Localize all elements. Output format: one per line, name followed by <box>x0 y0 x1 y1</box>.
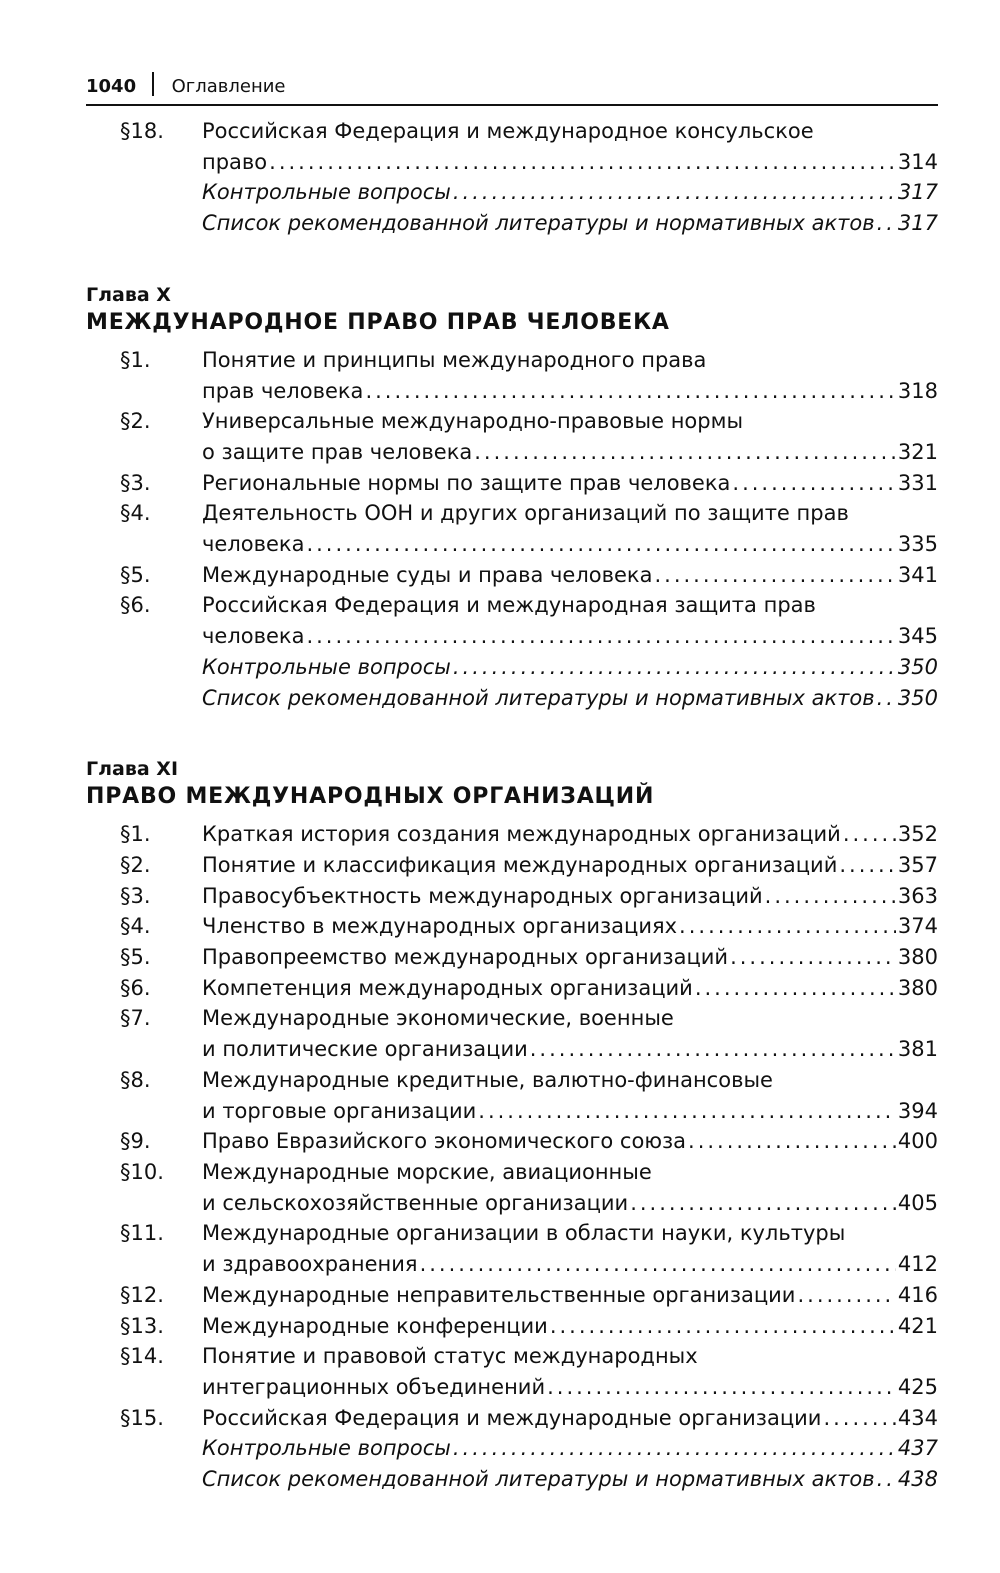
entry-title-line: Международные организации в области науки, культуры <box>202 1221 846 1246</box>
section-number: §11. <box>120 1221 164 1246</box>
dot-leader <box>843 819 896 850</box>
section-number: §3. <box>120 470 151 495</box>
chapter-title: МЕЖДУНАРОДНОЕ ПРАВО ПРАВ ЧЕЛОВЕКА <box>86 309 670 335</box>
section-number: §5. <box>120 562 151 587</box>
dot-leader <box>269 147 896 178</box>
section-number: §1. <box>120 822 151 847</box>
entry-body <box>202 1311 938 1342</box>
toc-entry[interactable] <box>86 406 938 467</box>
entry-body <box>202 1341 938 1402</box>
chapter-section <box>86 757 938 1494</box>
entry-body <box>202 345 938 406</box>
dot-leader <box>839 850 896 881</box>
entry-leader-line <box>202 1249 938 1280</box>
entry-title: человека <box>202 624 305 649</box>
entry-body <box>202 208 938 239</box>
entry-title: Международные конференции <box>202 1313 548 1338</box>
section-number: §9. <box>120 1129 151 1154</box>
entry-title: Краткая история создания международных организаций <box>202 822 841 847</box>
section-number <box>86 1433 202 1464</box>
entry-title: Международные неправительственные организации <box>202 1282 796 1307</box>
toc-entry[interactable] <box>86 942 938 973</box>
toc-entry[interactable] <box>86 498 938 559</box>
chapter-label: Глава X <box>86 283 171 306</box>
toc-entry-aux[interactable] <box>86 683 938 714</box>
entry-body <box>202 1218 938 1279</box>
dot-leader <box>453 1433 896 1464</box>
entry-title: Правосубъектность международных организаций <box>202 883 763 908</box>
entry-leader-line <box>202 1464 938 1495</box>
dot-leader <box>877 208 896 239</box>
page-ref: 412 <box>897 1252 938 1277</box>
entry-title: и политические организации <box>202 1037 528 1062</box>
section-number: §13. <box>120 1313 164 1338</box>
entry-leader-line <box>202 437 938 468</box>
toc-entry[interactable] <box>86 850 938 881</box>
page-ref: 352 <box>897 822 938 847</box>
entry-body <box>202 1157 938 1218</box>
running-header <box>86 68 938 106</box>
entry-body <box>202 1280 938 1311</box>
dot-leader <box>679 911 896 942</box>
dot-leader <box>420 1249 896 1280</box>
entry-body <box>202 881 938 912</box>
entry-body <box>202 1065 938 1126</box>
entry-title: и сельскохозяйственные организации <box>202 1190 629 1215</box>
page-ref: 350 <box>897 685 938 710</box>
section-number <box>86 1464 202 1495</box>
toc-entry[interactable] <box>86 590 938 651</box>
page-ref: 374 <box>897 914 938 939</box>
toc-entry[interactable] <box>86 1311 938 1342</box>
entry-title-line: Понятие и принципы международного права <box>202 347 707 372</box>
entry-leader-line <box>202 560 938 591</box>
toc-entry-aux[interactable] <box>86 652 938 683</box>
entry-leader-line <box>202 376 938 407</box>
entry-body <box>202 590 938 651</box>
dot-leader <box>654 560 895 591</box>
page-ref: 434 <box>897 1405 938 1430</box>
entry-title: человека <box>202 532 305 557</box>
entry-title-line: Российская Федерация и международная защита прав <box>202 593 816 618</box>
section-number: §4. <box>120 914 151 939</box>
section-number: §1. <box>120 347 151 372</box>
page-ref: 425 <box>897 1374 938 1399</box>
section-number: §15. <box>120 1405 164 1430</box>
entry-leader-line <box>202 1372 938 1403</box>
toc-entry[interactable] <box>86 1218 938 1279</box>
entry-title-line: Понятие и правовой статус международных <box>202 1344 698 1369</box>
dot-leader <box>797 1280 895 1311</box>
entry-title: Российская Федерация и международные организации <box>202 1405 822 1430</box>
section-number: §3. <box>120 883 151 908</box>
dot-leader <box>453 652 896 683</box>
entry-body <box>202 850 938 881</box>
entry-body <box>202 177 938 208</box>
page-ref: 363 <box>897 883 938 908</box>
entry-title: Список рекомендованной литературы и нормативных актов <box>202 685 875 710</box>
page-ref: 318 <box>897 378 938 403</box>
section-number: §6. <box>120 593 151 618</box>
page-number: 1040 <box>86 76 137 97</box>
entry-title: Список рекомендованной литературы и нормативных актов <box>202 1467 875 1492</box>
entry-leader-line <box>202 1126 938 1157</box>
entry-title: и здравоохранения <box>202 1252 418 1277</box>
dot-leader <box>823 1403 895 1434</box>
page-ref: 394 <box>897 1098 938 1123</box>
page-ref: 416 <box>897 1282 938 1307</box>
section-number: §6. <box>120 975 151 1000</box>
entry-body <box>202 468 938 499</box>
header-divider <box>152 72 154 96</box>
entry-title-line: Универсальные международно-правовые нормы <box>202 409 744 434</box>
entry-title: Контрольные вопросы <box>202 654 451 679</box>
toc-entry[interactable] <box>86 1280 938 1311</box>
page-ref: 380 <box>897 975 938 1000</box>
toc-entry[interactable] <box>86 560 938 591</box>
entry-body <box>202 1464 938 1495</box>
entry-leader-line <box>202 208 938 239</box>
entry-leader-line <box>202 1096 938 1127</box>
dot-leader <box>365 376 895 407</box>
entry-body <box>202 560 938 591</box>
entry-leader-line <box>202 468 938 499</box>
entry-body <box>202 819 938 850</box>
toc-entry[interactable] <box>86 973 938 1004</box>
dot-leader <box>730 942 896 973</box>
entry-body <box>202 973 938 1004</box>
section-number <box>86 208 202 239</box>
page-ref: 341 <box>897 562 938 587</box>
dot-leader <box>530 1034 896 1065</box>
page-ref: 381 <box>897 1037 938 1062</box>
toc-entry-aux[interactable] <box>86 1433 938 1464</box>
entry-leader-line <box>202 819 938 850</box>
entry-title-line: Деятельность ООН и других организаций по защите прав <box>202 501 849 526</box>
entry-leader-line <box>202 911 938 942</box>
dot-leader <box>630 1188 896 1219</box>
section-number: §5. <box>120 945 151 970</box>
header-title: Оглавление <box>171 76 286 97</box>
entry-body <box>202 1433 938 1464</box>
page-ref: 357 <box>897 852 938 877</box>
entry-leader-line <box>202 683 938 714</box>
dot-leader <box>474 437 896 468</box>
entry-leader-line <box>202 1034 938 1065</box>
entry-leader-line <box>202 973 938 1004</box>
toc-entry[interactable] <box>86 1003 938 1064</box>
dot-leader <box>765 881 896 912</box>
entry-title: прав человека <box>202 378 364 403</box>
toc-entry[interactable] <box>86 1126 938 1157</box>
entry-body <box>202 942 938 973</box>
entry-body <box>202 652 938 683</box>
dot-leader <box>453 177 896 208</box>
entry-body <box>202 683 938 714</box>
chapter-section <box>86 283 938 713</box>
entry-leader-line <box>202 529 938 560</box>
entry-leader-line <box>202 621 938 652</box>
entry-title: Контрольные вопросы <box>202 180 451 205</box>
entry-leader-line <box>202 1311 938 1342</box>
entry-title: Понятие и классификация международных организаций <box>202 852 838 877</box>
entry-title-line: Российская Федерация и международное консульское <box>202 119 814 143</box>
entry-leader-line <box>202 147 938 178</box>
page-ref: 380 <box>897 945 938 970</box>
entry-body <box>202 1126 938 1157</box>
entry-leader-line <box>202 1188 938 1219</box>
entry-leader-line <box>202 177 938 208</box>
toc-entry-aux[interactable] <box>86 177 938 208</box>
dot-leader <box>478 1096 896 1127</box>
page-ref: 350 <box>897 654 938 679</box>
entry-body <box>202 498 938 559</box>
section-number: §2. <box>120 409 151 434</box>
entry-title-line: Международные морские, авиационные <box>202 1159 652 1184</box>
entry-leader-line <box>202 1280 938 1311</box>
section-number: §10. <box>120 1159 164 1184</box>
page-ref: 405 <box>897 1190 938 1215</box>
page-ref: 437 <box>897 1436 938 1461</box>
dot-leader <box>306 529 895 560</box>
entry-leader-line <box>202 1433 938 1464</box>
section-number: §18. <box>120 119 164 143</box>
toc-entry[interactable] <box>86 345 938 406</box>
page-ref: 317 <box>897 211 938 236</box>
dot-leader <box>550 1311 896 1342</box>
toc-entry[interactable] <box>86 911 938 942</box>
dot-leader <box>732 468 896 499</box>
section-number <box>86 683 202 714</box>
previous-chapter-tail <box>86 116 938 239</box>
section-number: §2. <box>120 852 151 877</box>
toc-entry[interactable] <box>86 1403 938 1434</box>
entry-leader-line <box>202 881 938 912</box>
entry-title: Международные суды и права человека <box>202 562 653 587</box>
dot-leader <box>547 1372 896 1403</box>
entry-body <box>202 1403 938 1434</box>
toc-entry[interactable] <box>86 468 938 499</box>
entry-body <box>202 1003 938 1064</box>
page-ref: 335 <box>897 532 938 557</box>
entry-leader-line <box>202 652 938 683</box>
dot-leader <box>877 683 896 714</box>
page-ref: 400 <box>897 1129 938 1154</box>
entry-title: Правопреемство международных организаций <box>202 945 729 970</box>
entry-leader-line <box>202 850 938 881</box>
toc-entry[interactable] <box>86 881 938 912</box>
toc-entry[interactable] <box>86 819 938 850</box>
toc-entry[interactable] <box>86 1157 938 1218</box>
toc-entry[interactable] <box>86 116 938 177</box>
entry-title: Членство в международных организациях <box>202 914 678 939</box>
entry-title: Контрольные вопросы <box>202 1436 451 1461</box>
section-number: §7. <box>120 1006 151 1031</box>
page-ref: 331 <box>897 470 938 495</box>
entry-title: Право Евразийского экономического союза <box>202 1129 687 1154</box>
section-number <box>86 652 202 683</box>
chapter-label: Глава XI <box>86 758 179 781</box>
section-number: §14. <box>120 1344 164 1369</box>
page-ref: 321 <box>897 439 938 464</box>
dot-leader <box>306 621 895 652</box>
toc-entry-aux[interactable] <box>86 1464 938 1495</box>
entry-leader-line <box>202 942 938 973</box>
entry-title: о защите прав человека <box>202 439 473 464</box>
section-number: §12. <box>120 1282 164 1307</box>
entry-body <box>202 116 938 177</box>
entry-title: и торговые организации <box>202 1098 477 1123</box>
toc-content <box>86 116 938 1495</box>
toc-page <box>86 68 938 1495</box>
toc-entry-aux[interactable] <box>86 208 938 239</box>
page-ref: 317 <box>897 180 938 205</box>
page-ref: 314 <box>897 149 938 174</box>
section-number: §4. <box>120 501 151 526</box>
dot-leader <box>688 1126 896 1157</box>
entry-body <box>202 911 938 942</box>
section-number <box>86 177 202 208</box>
chapter-title: ПРАВО МЕЖДУНАРОДНЫХ ОРГАНИЗАЦИЙ <box>86 784 655 810</box>
entry-title: право <box>202 149 268 174</box>
section-number: §8. <box>120 1067 151 1092</box>
entry-title-line: Международные экономические, военные <box>202 1006 674 1031</box>
page-ref: 345 <box>897 624 938 649</box>
entry-body <box>202 406 938 467</box>
entry-title: Региональные нормы по защите прав человека <box>202 470 731 495</box>
page-ref: 438 <box>897 1467 938 1492</box>
dot-leader <box>695 973 896 1004</box>
toc-entry[interactable] <box>86 1065 938 1126</box>
entry-title: Список рекомендованной литературы и нормативных актов <box>202 211 875 236</box>
toc-entry[interactable] <box>86 1341 938 1402</box>
page-ref: 421 <box>897 1313 938 1338</box>
dot-leader <box>877 1464 896 1495</box>
entry-title-line: Международные кредитные, валютно-финансовые <box>202 1067 773 1092</box>
entry-title: интеграционных объединений <box>202 1374 546 1399</box>
entry-leader-line <box>202 1403 938 1434</box>
entry-title: Компетенция международных организаций <box>202 975 693 1000</box>
